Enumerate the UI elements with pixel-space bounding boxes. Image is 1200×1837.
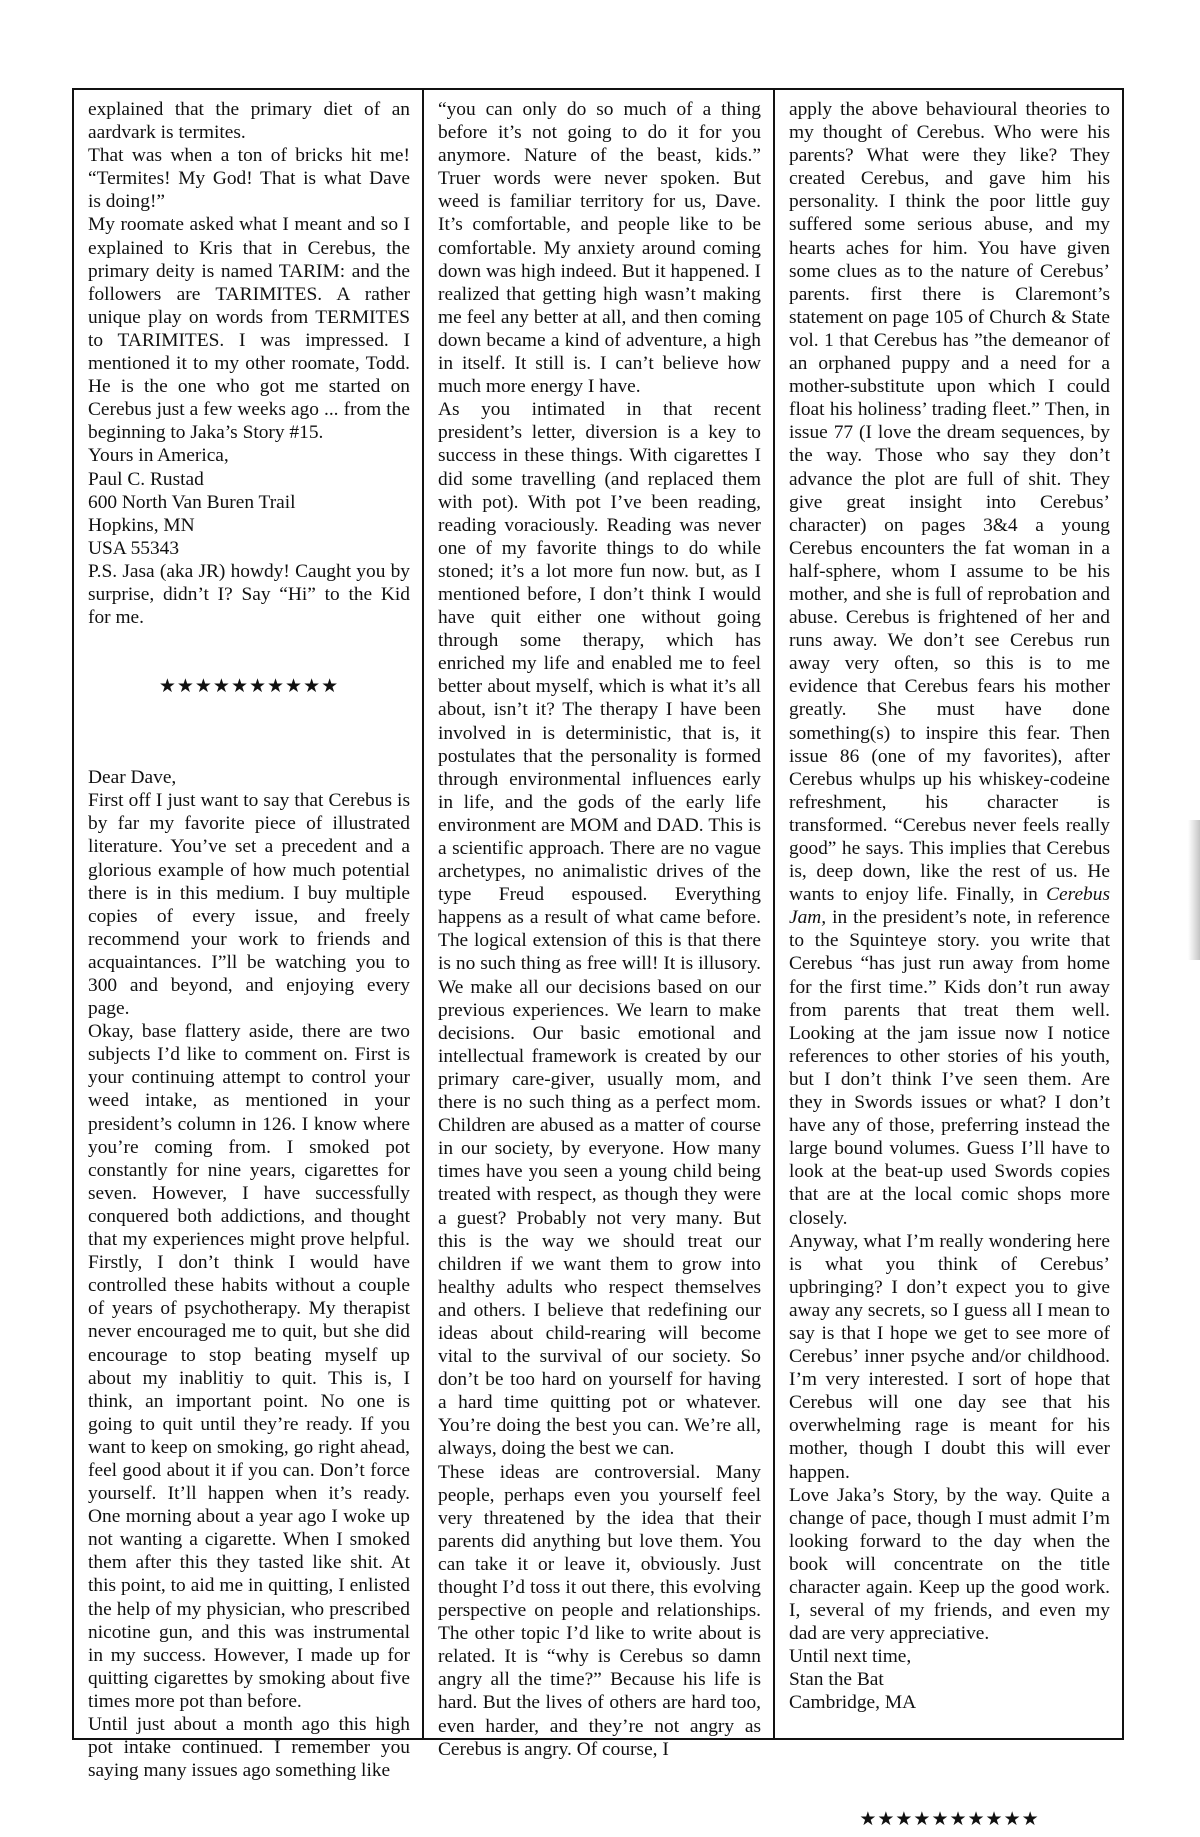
salutation: Dear Dave,	[88, 767, 177, 789]
star-separator: ★★★★★★★★★★	[859, 1807, 1040, 1830]
c3-paragraph: Love Jaka’s Story, by the way. Quite a change of pace, though I must admit I’m looking forward to the day when the book will concentrate on the title character again. Keep up the good work. I, several of my friends, and even my dad are very appreciative.	[789, 1484, 1110, 1645]
c1-letter-paragraph: First off I just want to say that Cerebus is by far my favorite piece of illustrated literature. You’ve set a precedent and a glorious example of how much potential there is in this medium. I buy multiple copies of every issue, and freely recommend your work to friends and acquaintances. I”ll be watching you to 300 and beyond, and enjoying every page.	[88, 790, 410, 1020]
signature-city: Cambridge, MA	[789, 1692, 917, 1714]
star-separator: ★★★★★★★★★★	[158, 675, 340, 698]
c1-letter-paragraph: Until just about a month ago this high pot intake continued. I remember you saying many issues ago something like	[88, 1714, 410, 1782]
column-1	[74, 90, 424, 1782]
page-edge-shadow	[1188, 820, 1200, 960]
column-3	[775, 90, 1122, 1830]
signature-name: Stan the Bat	[789, 1669, 884, 1691]
c1-paragraph: explained that the primary diet of an aardvark is termites.	[88, 99, 410, 144]
c3-paragraph	[789, 98, 1110, 1230]
letters-page-frame	[72, 88, 1124, 1830]
signature-line: Yours in America,	[88, 445, 229, 467]
postscript: P.S. Jasa (aka JR) howdy! Caught you by surprise, didn’t I? Say “Hi” to the Kid for me.	[88, 560, 410, 629]
c3-text: apply the above behavioural theories to my thought of Cerebus. Who were his parents? What were they like? They created Cerebus, and gave him his personality. I think the poor little guy suffered some serious abuse, and my hearts aches for him. You have given some clues as to the nature of Cerebus’ parents. first there is Claremont’s statement on page 105 of Church & State vol. 1 that Cerebus has ”the demeanor of an orphaned puppy and a need for a mother-substitute upon which I could float his holiness’ trading fleet.” Then, in issue 77 (I love the dream sequences, by the way. Those who say they don’t advance the plot are full of shit. They give great insight into Cerebus’ character) on pages 3&4 a young Cerebus encounters the fat woman in a half-sphere, whom I assume to be his mother, and she is full of reprobation and abuse. Cerebus is frightened of her and runs away. We don’t see Cerebus run away very often, so this is to me evidence that Cerebus fears his mother greatly. She must have done something(s) to inspire this fear. Then issue 86 (one of my favorites), after Cerebus whulps up his whiskey-codeine refreshment, his character is transformed. “Cerebus never feels really good” he says. This implies that Cerebus is, deep down, like the rest of us. He wants to enjoy life. Finally, in	[789, 99, 1110, 906]
signature-address: 600 North Van Buren Trail	[88, 491, 296, 513]
c2-paragraph: These ideas are controversial. Many people, perhaps even you yourself feel very threatened by the idea that their parents did anything but love them. You can take it or leave it, obviously. Just thought I’d toss it out there, this evolving perspective on people and relationships. The other topic I’d like to write about is related. It is “why is Cerebus so damn angry all the time?” Because his life is hard. But the lives of others are hard too, even harder, and they’re not angry as Cerebus is angry. Of course, I	[438, 1461, 761, 1760]
c1-letter-paragraph: Okay, base flattery aside, there are two subjects I’d like to comment on. First is your continuing attempt to control your weed intake, as mentioned in your president’s column in 126. I know where you’re coming from. I smoked pot constantly for nine years, cigarettes for seven. However, I have successfully conquered both addictions, and thought that my experiences might prove helpful. Firstly, I don’t think I would have controlled these habits without a couple of years of psychotherapy. My therapist never encouraged me to quit, but she did encourage to stop beating myself up about my inablitiy to quit. This is, I think, an important point. No one is going to quit until they’re ready. If you want to keep on smoking, go right ahead, feel good about it if you can. Don’t force yourself. It’ll happen when it’s ready. One morning about a year ago I woke up not wanting a cigarette. When I smoked them after this they tasted like shit. At this point, to aid me in quitting, I enlisted the help of my physician, who prescribed nicotine gun, and this was instrumental in my success. However, I made up for quitting cigarettes by smoking about five times more pot than before.	[88, 1021, 410, 1712]
c1-paragraph: My roomate asked what I meant and so I explained to Kris that in Cerebus, the primary deity is named TARIM: and the followers are TARIMITES. A rather unique play on words from TERMITES to TARIMITES. I was impressed. I mentioned it to my other roomate, Todd. He is the one who got me started on Cerebus just a few weeks ago ... from the beginning to Jaka’s Story #15.	[88, 214, 410, 444]
c3-text: in the president’s note, in reference to the Squinteye story. you write that Cerebus “has just run away from home for the first time.” Kids don’t run away from parents that treat them well. Looking at the jam issue now I notice references to other stories of his youth, but I don’t think I’ve seen them. Are they in Swords issues or what? I don’t have any of those, preferring instead the large bound volumes. Guess I’ll have to look at the beat-up used Swords copies that are at the local comic shops more closely.	[789, 907, 1110, 1229]
title-cerebus-jam: Cerebus Jam,	[789, 884, 1110, 929]
signature-zip: USA 55343	[88, 537, 180, 559]
signature-closing: Until next time,	[789, 1646, 912, 1668]
column-2	[424, 90, 775, 1760]
signature-name: Paul C. Rustad	[88, 468, 204, 490]
signature-city: Hopkins, MN	[88, 514, 195, 536]
c2-paragraph: As you intimated in that recent president’s letter, diversion is a key to success in these things. With cigarettes I did some travelling (and replaced them with pot). With pot I’ve been reading, reading voraciously. Reading was never one of my favorite things to do while stoned; it’s a lot more fun now. but, as I mentioned before, I don’t think I would have quit either one without going through some therapy, which has enriched my life and enabled me to feel better about myself, which is what it’s all about, isn’t it? The therapy I have been involved in is deterministic, that is, it postulates that the personality is formed through environmental influences early in life, and the gods of the early life environment are MOM and DAD. This is a scientific approach. There are no vague archetypes, no animalistic drives of the type Freud espoused. Everything happens as a result of what came before. The logical extension of this is that there is no such thing as free will! It is illusory. We make all our decisions based on our previous experiences. We learn to make decisions. Our basic emotional and intellectual framework is created by our primary care-giver, usually mom, and there is no such thing as a perfect mom. Children are abused as a matter of course in our society, by everyone. How many times have you seen a young child being treated with respect, as though they were a guest? Probably not very many. But this is the way we should treat our children if we want them to grow into healthy adults who respect themselves and others. I believe that redefining our ideas about child-rearing will become vital to the survival of our society. So don’t be too hard on yourself for having a hard time quitting pot or whatever. You’re doing the best you can. We’re all, always, doing the best we can.	[438, 399, 761, 1460]
c1-paragraph: That was when a ton of bricks hit me! “Termites! My God! That is what Dave is doing!”	[88, 145, 410, 213]
c3-paragraph: Anyway, what I’m really wondering here is what you think of Cerebus’ upbringing? I don’t expect you to give away any secrets, so I guess all I mean to say is that I hope we get to see more of Cerebus’ inner psyche and/or childhood. I’m very interested. I sort of hope that Cerebus will one day see that his overwhelming rage is meant for his mother, though I doubt this will ever happen.	[789, 1230, 1110, 1483]
c2-paragraph: “you can only do so much of a thing before it’s not going to do it for you anymore. Nature of the beast, kids.” Truer words were never spoken. But weed is familiar territory for us, Dave. It’s comfortable, and people like to be comfortable. My anxiety around coming down was high indeed. But it happened. I realized that getting high wasn’t making me feel any better at all, and then coming down became a kind of adventure, a high in itself. It still is. I can’t believe how much more energy I have.	[438, 99, 761, 398]
